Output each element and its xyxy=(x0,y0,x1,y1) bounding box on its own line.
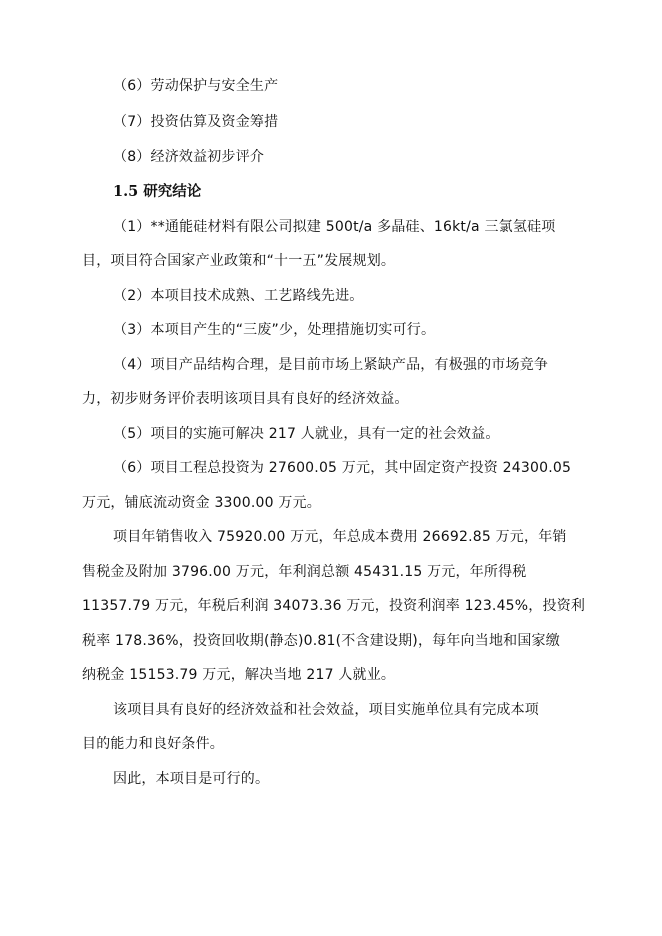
summary-line: 该项目具有良好的经济效益和社会效益，项目实施单位具有完成本项 xyxy=(113,702,539,718)
conclusion-line: （6）项目工程总投资为 27600.05 万元，其中固定资产投资 24300.05 xyxy=(113,460,572,476)
conclusion-line: 目，项目符合国家产业政策和“十一五”发展规划。 xyxy=(82,253,396,269)
conclusion-line: 万元，铺底流动资金 3300.00 万元。 xyxy=(82,495,321,511)
list-item-investment-estimate: （7）投资估算及资金筹措 xyxy=(113,114,279,130)
conclusion-line: （2）本项目技术成熟、工艺路线先进。 xyxy=(113,288,364,304)
summary-line: 目的能力和良好条件。 xyxy=(82,736,224,752)
section-heading: 1.5 研究结论 xyxy=(113,183,202,200)
finance-line: 售税金及附加 3796.00 万元，年利润总额 45431.15 万元，年所得税 xyxy=(82,564,527,580)
finance-line: 11357.79 万元，年税后利润 34073.36 万元，投资利润率 123.45%，投资利 xyxy=(82,598,586,614)
list-item-labor-protection: （6）劳动保护与安全生产 xyxy=(113,78,279,94)
conclusion-line: （1）**通能硅材料有限公司拟建 500t/a 多晶硅、16kt/a 三氯氢硅项 xyxy=(113,219,556,235)
conclusion-line: 力，初步财务评价表明该项目具有良好的经济效益。 xyxy=(82,391,409,407)
conclusion-line: （3）本项目产生的“三废”少，处理措施切实可行。 xyxy=(113,322,436,338)
finance-line: 纳税金 15153.79 万元，解决当地 217 人就业。 xyxy=(82,667,396,683)
final-conclusion: 因此，本项目是可行的。 xyxy=(113,771,270,787)
finance-line: 税率 178.36%，投资回收期(静态)0.81(不含建设期)，每年向当地和国家缴 xyxy=(82,633,560,649)
conclusion-line: （5）项目的实施可解决 217 人就业，具有一定的社会效益。 xyxy=(113,426,500,442)
list-item-economic-evaluation: （8）经济效益初步评介 xyxy=(113,149,265,165)
conclusion-line: （4）项目产品结构合理，是目前市场上紧缺产品，有极强的市场竞争 xyxy=(113,357,549,373)
finance-line: 项目年销售收入 75920.00 万元，年总成本费用 26692.85 万元，年销 xyxy=(113,529,567,545)
